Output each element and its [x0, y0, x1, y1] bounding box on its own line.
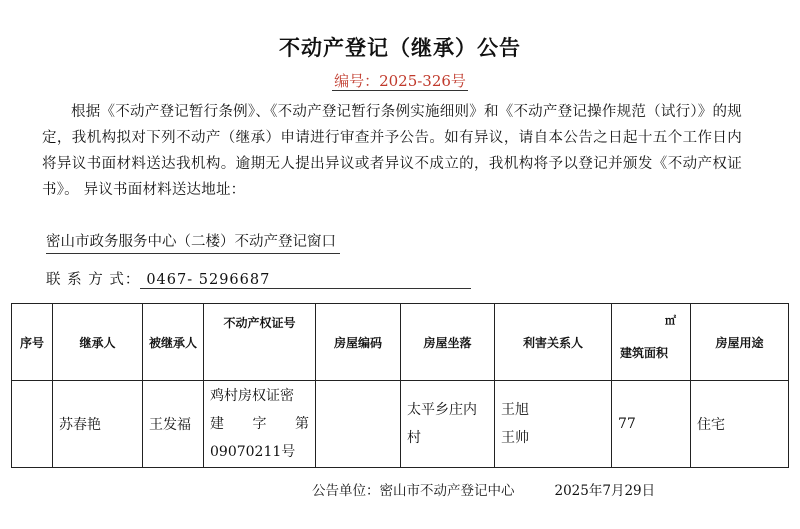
cell-seq	[12, 381, 53, 468]
cert-word-2: 字	[252, 416, 267, 432]
issue-date: 2025年7月29日	[554, 483, 656, 499]
cert-word-1: 建	[210, 416, 224, 432]
contact-line	[46, 268, 471, 289]
cert-line-3: 09070211号	[210, 444, 296, 460]
cell-usage: 住宅	[691, 381, 789, 468]
announcement-body: 根据《不动产登记暂行条例》、《不动产登记暂行条例实施细则》和《不动产登记操作规范（试行）》的规定，我机构拟对下列不动产（继承）申请进行审查并予公告。如有异议，请自本公告之日起十五个工作日内将异议书面材料送达我机构。逾期无人提出异议或者异议不成立的，我机构将予以登记并颁发《不动产权证书》。 异议书面材料送达地址：	[42, 104, 742, 198]
property-table	[11, 303, 789, 468]
cell-interested	[495, 381, 612, 468]
issuing-org: 公告单位：密山市不动产登记中心	[312, 483, 515, 499]
header-deceased: 被继承人	[143, 304, 204, 381]
header-heir: 继承人	[53, 304, 143, 381]
header-location: 房屋坐落	[401, 304, 495, 381]
cert-word-3: 第	[295, 416, 309, 432]
header-interested: 利害关系人	[495, 304, 612, 381]
cert-line-1: 鸡村房权证密	[210, 388, 294, 404]
submission-address: 密山市政务服务中心（二楼）不动产登记窗口	[46, 230, 340, 254]
cell-cert-no	[204, 381, 316, 468]
cell-house-code	[316, 381, 401, 468]
header-area-label: 建筑面积	[620, 346, 669, 360]
header-seq: 序号	[12, 304, 53, 381]
table-header-row	[12, 304, 789, 381]
location-line-2: 村	[407, 430, 421, 446]
cert-line-2	[210, 410, 309, 438]
cell-deceased: 王发福	[143, 381, 204, 468]
serial-number-text: 编号：2025-326号	[334, 72, 466, 90]
serial-number	[0, 70, 800, 91]
header-house-code: 房屋编码	[316, 304, 401, 381]
page-title: 不动产登记（继承）公告	[279, 35, 521, 60]
contact-label: 联 系 方 式：	[46, 272, 141, 288]
cell-heir: 苏春艳	[53, 381, 143, 468]
footer	[312, 479, 655, 499]
header-area-unit: ㎡	[665, 314, 676, 327]
cell-area: 77	[612, 381, 691, 468]
header-cert-no: 不动产权证号	[204, 304, 316, 381]
header-usage: 房屋用途	[691, 304, 789, 381]
cell-location	[401, 381, 495, 468]
interested-party-1: 王旭	[501, 402, 529, 418]
table-row	[12, 381, 789, 468]
header-area	[612, 304, 691, 381]
location-line-1: 太平乡庄内	[407, 402, 477, 418]
interested-party-2: 王帅	[501, 430, 529, 446]
contact-phone: 0467- 5296687	[140, 272, 471, 289]
